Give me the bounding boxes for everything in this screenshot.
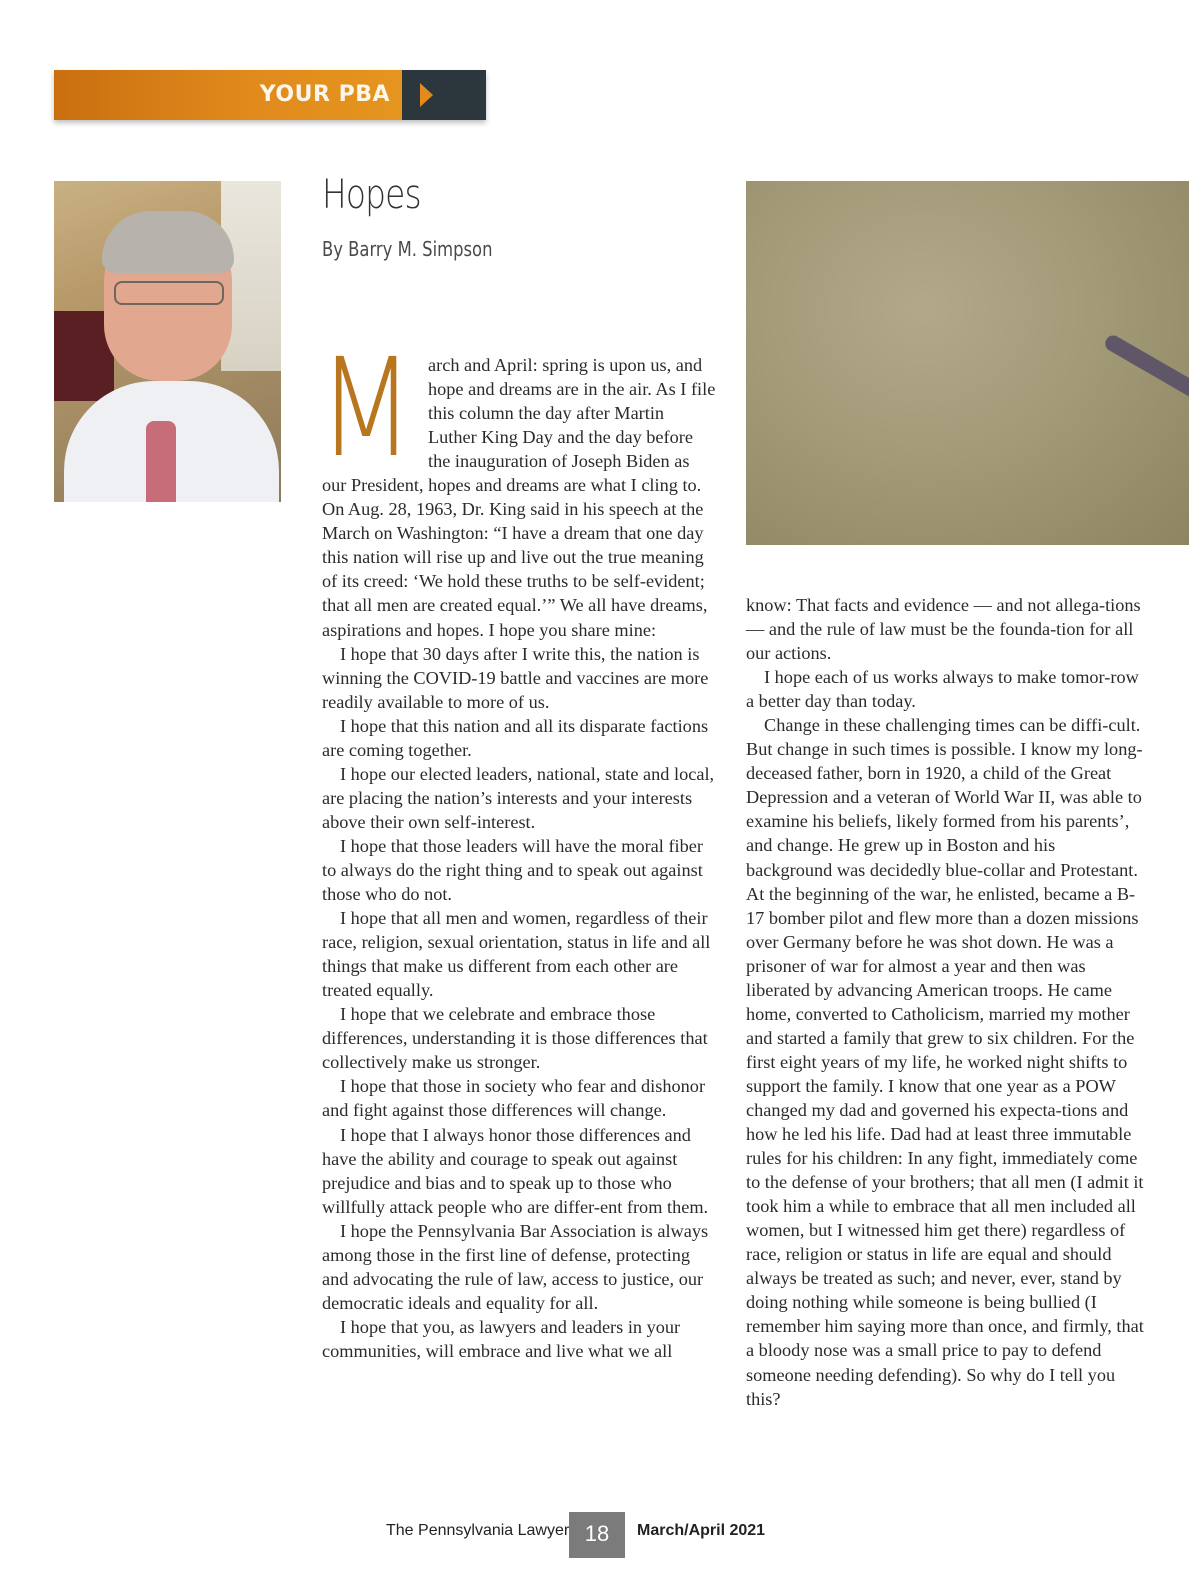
page-number: 18 (569, 1512, 625, 1558)
section-banner (54, 70, 486, 120)
drop-cap: M (318, 330, 415, 488)
article-title: Hopes (322, 172, 421, 218)
triangle-right-icon (420, 83, 433, 107)
article-paragraph: I hope that you, as lawyers and leaders in your communities, will embrace and live what we all (322, 1316, 681, 1361)
article-paragraph: I hope the Pennsylvania Bar Association is always among those in the first line of defense, protecting and advocating the rule of law, access to justice, our democratic ideals and equality for all. (322, 1220, 709, 1313)
article-paragraph: I hope that I always honor those differences and have the ability and courage to speak out against prejudice and bias and to speak up to those who willfully attack people who are differ-ent from them. (322, 1124, 709, 1217)
article-column-1 (318, 330, 716, 1363)
article-paragraph: know: That facts and evidence — and not allega-tions — and the rule of law must be the founda-tion for all our actions. (746, 595, 1141, 664)
article-paragraph: I hope that this nation and all its disparate factions are coming together. (322, 715, 709, 760)
author-photo (54, 181, 281, 502)
issue-date: March/April 2021 (637, 1522, 766, 1539)
article-paragraph: I hope that those in society who fear and dishonor and fight against those differences will change. (322, 1076, 706, 1121)
banner-label-block (54, 70, 402, 120)
article-paragraph: I hope that we celebrate and embrace those differences, understanding it is those differences that collectively make us stronger. (322, 1004, 708, 1073)
article-paragraph: I hope our elected leaders, national, state and local, are placing the nation’s interests and your interests above their own self-interest. (322, 763, 715, 832)
article-paragraph: I hope that those leaders will have the moral fiber to always do the right thing and to speak out against those who do not. (322, 835, 703, 905)
article-paragraph: I hope that 30 days after I write this, the nation is winning the COVID-19 battle and vaccines are more readily available to more of us. (322, 643, 709, 712)
article-column-2 (746, 593, 1146, 1411)
article-paragraph: Change in these challenging times can be diffi-cult. But change in such times is possible. I know my long-deceased father, born in 1920, a child of the Great Depression and a veteran of World War II, was able to examine his beliefs, likely formed from his parents’, and change. He grew up in Boston and his background was decidedly blue-collar and Protestant. At the beginning of the war, he enlisted, became a B-17 bomber pilot and flew more than a dozen missions over Germany before he was shot down. He was a prisoner of war for almost a year and then was liberated by advancing American troops. He came home, converted to Catholicism, married my mother and started a family that grew to six children. For the first eight years of my life, he worked night shifts to support the family. I know that one year as a POW changed my dad and governed his expecta-tions and how he led his life. Dad had at least three immutable rules for his children: In any fight, immediately come to the defense of your brothers; that all men (I admit it took him a while to embrace that all men included all women, but I witnessed him get there) regardless of race, religion or status in life are equal and should always be treated as such; and never, ever, stand by doing nothing while someone is being bullied (I remember him saying more than once, and firmly, that a bloody nose was a small price to pay to defend someone needing defending). So why do I tell you this? (746, 715, 1144, 1409)
publication-name: The Pennsylvania Lawyer (386, 1522, 570, 1539)
article-photo (746, 181, 1189, 545)
article-paragraph: March and April: spring is upon us, and hope and dreams are in the air. As I file this column the day after Martin Luther King Day and the day before the inauguration of Joseph Biden as our President, hopes and dreams are what I cling to. On Aug. 28, 1963, Dr. King said in his speech at the March on Washington: “I have a dream that one day this nation will rise up and live out the true meaning of its creed: ‘We hold these truths to be self-evident; that all men are created equal.’” We all have dreams, aspirations and hopes. I hope you share mine: (318, 330, 716, 640)
article-paragraph: I hope that all men and women, regardless of their race, religion, sexual orientation, status in life and all things that make us different from each other are treated equally. (322, 908, 711, 1001)
article-paragraph: I hope each of us works always to make tomor-row a better day than today. (746, 667, 1139, 712)
section-label: YOUR PBA (259, 82, 390, 107)
banner-arrow-block (402, 70, 486, 120)
article-byline: By Barry M. Simpson (322, 237, 493, 261)
